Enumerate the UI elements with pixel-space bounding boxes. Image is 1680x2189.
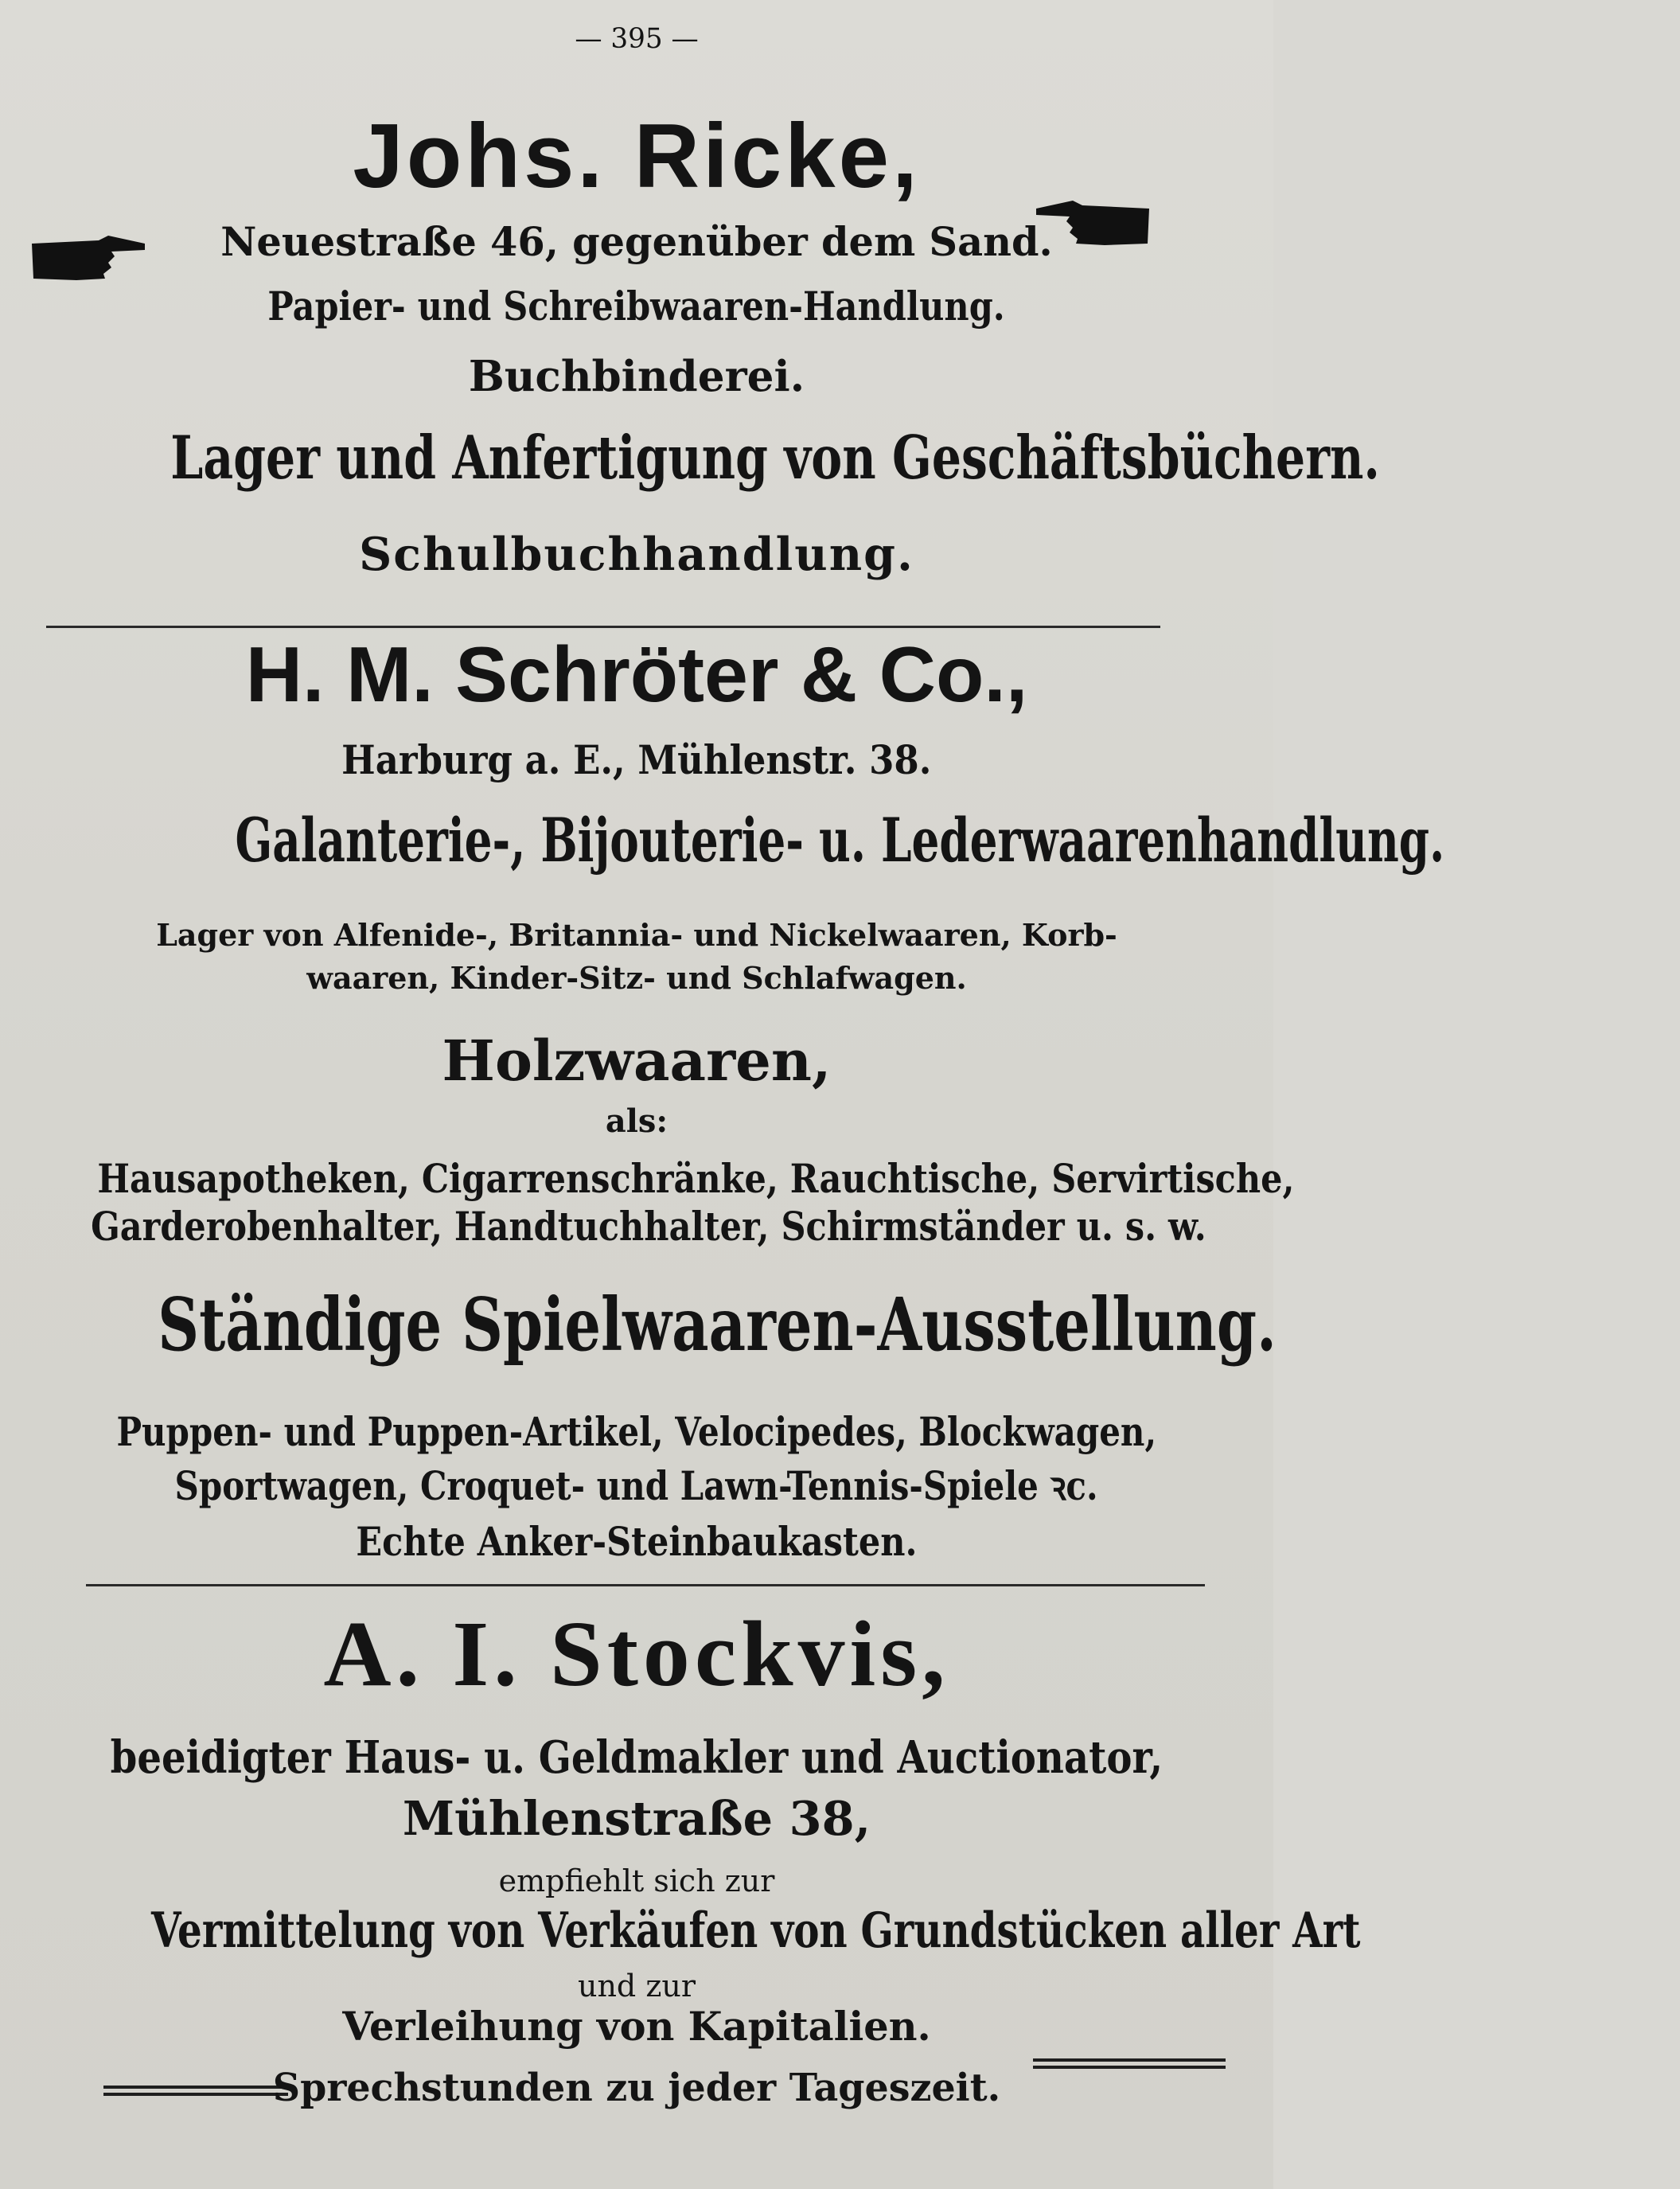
ad3-line4: und zur [577,1969,696,2004]
ad2-line3: waaren, Kinder-Sitz- und Schlafwagen. [306,960,967,996]
ad3-address: Mühlenstraße 38, [402,1791,871,1846]
ad2-line5: als: [605,1103,668,1140]
ad2-line6: Hausapotheken, Cigarrenschränke, Rauchtische, Servirtische, [97,1155,1295,1202]
ad3-name: A. I. Stockvis, [323,1602,950,1706]
ad2-address: Harburg a. E., Mühlenstr. 38. [341,736,932,783]
ad1-line1: Papier- und Schreibwaaren-Handlung. [267,283,1006,330]
ad2-line10: Sportwagen, Croquet- und Lawn-Tennis-Spiele ꝛc. [174,1462,1099,1509]
ad2-line4: Holzwaaren, [442,1028,832,1094]
ad1-line3: Lager und Anfertigung von Geschäftsbüchern. [170,423,1380,493]
ad2-line2: Lager von Alfenide-, Britannia- und Nickelwaaren, Korb- [156,917,1117,953]
ad1-line2: Buchbinderei. [468,351,805,401]
ad3-line5: Verleihung von Kapitalien. [342,2004,931,2050]
ad2-line9: Puppen- und Puppen-Artikel, Velocipedes, Blockwagen, [116,1408,1157,1455]
ad2-line1: Galanterie-, Bijouterie- u. Lederwaarenhandlung. [235,805,1445,876]
ad2-line7: Garderobenhalter, Handtuchhalter, Schirmständer u. s. w. [91,1203,1206,1250]
ad3-line1: beeidigter Haus- u. Geldmakler und Auctionator, [110,1731,1164,1784]
ad1-name: Johs. Ricke, [353,106,921,207]
ad2-line11: Echte Anker-Steinbaukasten. [356,1518,918,1565]
divider-rule-2 [86,1584,1205,1586]
ad2-line8: Ständige Spielwaaren-Ausstellung. [158,1282,1277,1368]
page-number: — 395 — [575,23,699,55]
double-rule-right [1033,2058,1226,2070]
ad1-address: Neuestraße 46, gegenüber dem Sand. [220,219,1053,265]
ad3-line2: empfiehlt sich zur [498,1863,775,1898]
ad1-line4: Schulbuchhandlung. [359,528,914,581]
ad2-name: H. M. Schröter & Co., [245,630,1028,718]
ad3-line6: Sprechstunden zu jeder Tageszeit. [272,2066,1001,2110]
ad3-line3: Vermittelung von Verkäufen von Grundstücken aller Art [150,1902,1361,1959]
divider-rule-1 [46,626,1160,628]
